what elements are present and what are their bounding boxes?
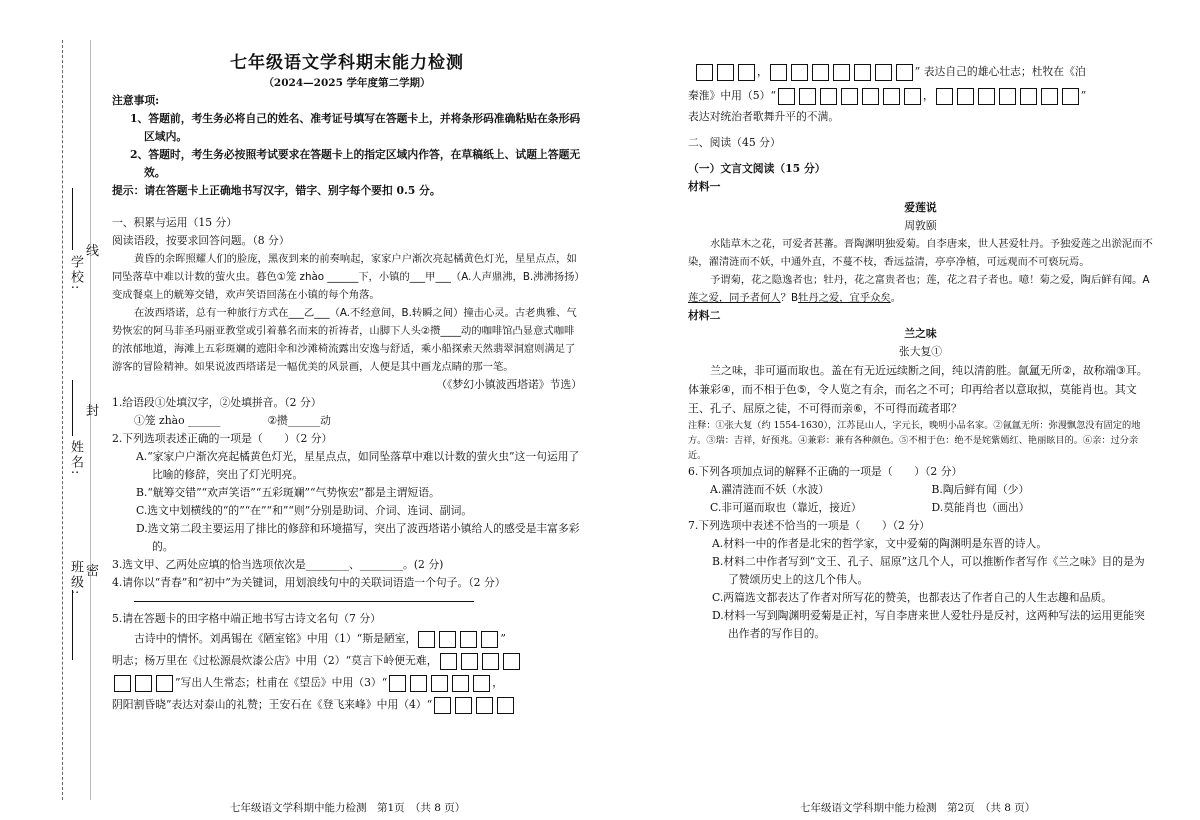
grid-box[interactable]	[503, 653, 520, 670]
grid-box[interactable]	[439, 631, 456, 648]
article-1-paragraph-1: 水陆草木之花，可爱者甚蕃。晋陶渊明独爱菊。自李唐来，世人甚爱牡丹。予独爱莲之出淤泥而不染，濯清涟而不妖，中通外直，不蔓不枝，香远益清，亭亭净植，可远观而不可亵玩焉。	[688, 238, 1153, 268]
grid-box[interactable]	[410, 675, 427, 692]
underlined-sentence-a: 莲之爱，同予者何人	[688, 292, 781, 304]
grid-box[interactable]	[820, 88, 837, 105]
grid-box[interactable]	[156, 675, 173, 692]
grid-box[interactable]	[978, 88, 995, 105]
grid-box[interactable]	[473, 675, 490, 692]
question-6-option-c: C.非可逼而取也（靠近，接近）	[710, 501, 862, 514]
question-5-text-2: 明志；杨万里在《过松源晨炊漆公店》中用（2）“莫言下岭便无难，	[112, 654, 438, 667]
grid-box[interactable]	[431, 675, 448, 692]
section-1-heading: 一、积累与运用（15 分）	[112, 216, 238, 229]
article-2-author: 张大复①	[898, 345, 943, 358]
question-5-line-3: ”写出人生常态；杜甫在《望岳》中用（3）“ ，	[112, 672, 582, 694]
question-7-option-b: B.材料二中作者写到“文王、孔子、屈原”这几个人，可以推断作者写作《兰之味》目的是为了赞颂历史上的这几个伟人。	[712, 555, 1145, 586]
binding-line-inner	[90, 40, 91, 800]
grid-box[interactable]	[1062, 88, 1079, 105]
exam-title: 七年级语文学科期末能力检测	[230, 53, 464, 73]
grid-box[interactable]	[434, 697, 451, 714]
question-5-line-1: 古诗中的情怀。刘禹锡在《陋室铭》中用（1）“斯是陋室， ”	[112, 628, 582, 650]
question-4-answer-line	[134, 592, 474, 602]
binding-seal2-word: 密	[86, 564, 100, 579]
grid-box[interactable]	[389, 675, 406, 692]
page-1-footer: 七年级语文学科期中能力检测 第1页 （共 8 页）	[230, 802, 466, 814]
page-2	[688, 60, 1153, 643]
article-2-title: 兰之味	[904, 327, 937, 340]
exam-subtitle: （2024—2025 学年度第二学期）	[263, 77, 431, 89]
material-1-label: 材料一	[688, 180, 721, 193]
grid-box[interactable]	[896, 64, 913, 81]
question-2-option-b: B.“觥筹交错”“欢声笑语”“五彩斑斓”“气势恢宏”都是主谓短语。	[136, 486, 440, 499]
grid-box[interactable]	[883, 88, 900, 105]
q5-continued-text-2: 秦淮》中用（5）“	[688, 89, 776, 102]
question-6-option-b: B.陶后鲜有闻（少）	[931, 483, 1030, 496]
passage-paragraph-2: 在波西塔诺，总有一种旅行方式在___乙___（A.不经意间，B.转瞬之间）撞击心灵。古老典雅、气势恢宏的阿马菲圣玛丽亚教堂或引着慕名而来的祈祷者，山脚下人头②攒____动的咖啡馆凸显意式咖啡的浓郁地道，海滩上五彩斑斓的遮阳伞和沙滩椅流露出安逸与舒适，乘小船探索天然翡翠洞窟则满足了游客的冒险精神。如果说波西塔诺是一幅优美的风景画，人便是其中画龙点睛的那一笔。	[112, 307, 577, 373]
q5-continued-text-1: ” 表达自己的雄心壮志；杜牧在《泊	[914, 65, 1086, 78]
question-1: 1.给语段①处填汉字，②处填拼音。（2 分）	[112, 396, 322, 409]
question-7-option-d: D.材料一写到陶渊明爱菊是正衬，写自李唐来世人爱牡丹是反衬，这两种写法的运用更能突出作者的写作目的。	[712, 609, 1145, 640]
section-2-heading: 二、阅读（45 分）	[688, 136, 781, 149]
question-7: 7.下列选项中表述不恰当的一项是（ ）（2 分）	[688, 519, 930, 532]
school-blank	[72, 188, 73, 250]
page-2-footer: 七年级语文学科期中能力检测 第2页 （共 8 页）	[800, 802, 1036, 814]
underlined-sentence-b: 牡丹之爱，宜乎众矣	[798, 292, 891, 304]
grid-box[interactable]	[418, 631, 435, 648]
grid-box[interactable]	[875, 64, 892, 81]
grid-box[interactable]	[833, 64, 850, 81]
grid-box[interactable]	[114, 675, 131, 692]
reading-intro: 阅读语段，按要求回答问题。（8 分）	[112, 234, 290, 247]
page-1	[112, 53, 582, 716]
question-2-option-a: A.“家家户户渐次亮起橘黄色灯光，星星点点，如同坠落草中难以计数的萤火虫”这一句运用了比喻的修辞，突出了灯光明亮。	[136, 450, 580, 481]
question-6-option-a: A.濯清涟而不妖（水波）	[710, 483, 830, 496]
grid-box[interactable]	[461, 653, 478, 670]
question-1-blank-a: ①笼 zhào ______	[134, 414, 221, 427]
question-6-options-row-2	[688, 499, 1153, 517]
grid-box[interactable]	[440, 653, 457, 670]
question-4: 4.请你以“青春”和“初中”为关键词，用划浪线句中的关联词语造一个句子。（2 分）	[112, 576, 506, 589]
binding-line	[62, 40, 63, 800]
name-label: 姓名:	[68, 440, 83, 477]
question-5: 5.请在答题卡的田字格中端正地书写古诗文名句（7 分）	[112, 612, 381, 625]
article-1-text: ？B	[780, 292, 799, 304]
q5-continued-line-1: ， ” 表达自己的雄心壮志；杜牧在《泊	[694, 60, 1153, 84]
grid-box[interactable]	[841, 88, 858, 105]
passage-paragraph-1: 黄昏的余晖照耀人们的脸庞，黑夜到来的前奏响起，家家户户渐次亮起橘黄色灯光，星星点点，如同坠落草中难以计数的萤火虫。暮色①笼 zhào ______下，小镇的___甲___（A.人声鼎沸，B.沸沸扬扬）变成餐桌上的觥筹交错，欢声笑语回荡在小镇的每个角落。	[112, 253, 580, 301]
question-5-text-3: ”写出人生常态；杜甫在《望岳》中用（3）“	[175, 676, 388, 689]
article-1-text: 予谓菊，花之隐逸者也；牡丹，花之富贵者也；莲，花之君子者也。噫！菊之爱，陶后鲜有闻。A	[710, 274, 1150, 286]
question-7-option-a: A.材料一中的作者是北宋的哲学家，文中爱菊的陶渊明是东晋的诗人。	[712, 537, 1048, 550]
grid-box[interactable]	[862, 88, 879, 105]
grid-box[interactable]	[497, 697, 514, 714]
grid-box[interactable]	[482, 653, 499, 670]
question-5-line-4	[112, 694, 582, 716]
grid-box[interactable]	[738, 64, 755, 81]
article-2-paragraph: 兰之味，非可逼而取也。盖在有无近远续断之间，纯以清韵胜。氤氲无所②，故称端③耳。体兼彩④，而不相于色⑤，令人览之有余，而名之不可；印再给者以意取拟，莫能肖也。其文王、孔子、屈原之徒，不可得而亲⑥，不可得而疏者耶？	[688, 364, 1148, 415]
q5-continued-text-3: 表达对统治者歌舞升平的不满。	[688, 110, 840, 123]
binding-seal-word: 封	[86, 404, 100, 419]
grid-box[interactable]	[957, 88, 974, 105]
q5-continued-line-2: 秦淮》中用（5）“ ， ”	[688, 84, 1153, 108]
article-1-title: 爱莲说	[904, 201, 937, 214]
grid-box[interactable]	[904, 88, 921, 105]
grid-box[interactable]	[999, 88, 1016, 105]
article-1-paragraph-2	[688, 271, 1153, 307]
grid-box[interactable]	[696, 64, 713, 81]
question-7-option-c: C.两篇选文都表达了作者对所写花的赞美，也都表达了作者自己的人生志趣和品质。	[712, 591, 1112, 604]
binding-line-word: 线	[86, 244, 100, 259]
grid-box[interactable]	[455, 697, 472, 714]
grid-box[interactable]	[778, 88, 795, 105]
grid-box[interactable]	[1020, 88, 1037, 105]
passage-source: （《梦幻小镇波西塔诺》节选）	[436, 378, 582, 391]
grid-box[interactable]	[770, 64, 787, 81]
grid-box[interactable]	[135, 675, 152, 692]
school-label: 学校:	[68, 255, 83, 292]
question-6: 6.下列各项加点词的解释不正确的一项是（ ）（2 分）	[688, 465, 963, 478]
notice-heading: 注意事项:	[112, 94, 160, 107]
tip-text: 提示：请在答题卡上正确地书写汉字，错字、别字每个要扣 0.5 分。	[112, 184, 441, 197]
class-label: 班级:	[68, 560, 83, 597]
notice-item-1: 1、答题前，考生务必将自己的姓名、准考证号填写在答题卡上，并将条形码准确粘贴在条形码区域内。	[130, 112, 581, 143]
question-6-option-d: D.莫能肖也（画出）	[931, 501, 1030, 514]
article-1-author: 周敦颐	[904, 219, 937, 232]
notice-item-2: 2、答题时，考生务必按照考试要求在答题卡上的指定区域内作答，在草稿纸上、试题上答题无效。	[130, 148, 581, 179]
grid-box[interactable]	[476, 697, 493, 714]
question-3: 3.选文甲、乙两处应填的恰当选项依次是________、________。(2 分)	[112, 558, 444, 571]
grid-box[interactable]	[854, 64, 871, 81]
question-1-blanks	[112, 412, 582, 430]
grid-box[interactable]	[799, 88, 816, 105]
grid-box[interactable]	[481, 631, 498, 648]
article-1-text: 。	[890, 292, 902, 304]
material-2-label: 材料二	[688, 309, 721, 322]
grid-box[interactable]	[1041, 88, 1058, 105]
grid-box[interactable]	[452, 675, 469, 692]
question-2-option-d: D.选文第二段主要运用了排比的修辞和环境描写，突出了波西塔诺小镇给人的感受是丰富多彩的。	[136, 522, 580, 553]
question-2-option-c: C.选文中划横线的“的”“在”“和”“则”分别是助词、介词、连词、副词。	[136, 504, 473, 517]
annotation-note: 注释：①张大复（约 1554-1630），江苏昆山人，字元长，晚明小品名家。②氤氲无所：弥漫飘忽没有固定的地方。③瑞：吉祥，好预兆。④兼彩：兼有各种颜色。⑤不相于色：绝不是姹紫嫣红、艳丽眩目的。⑥亲：过分亲近。	[688, 420, 1141, 461]
class-blank	[72, 590, 73, 660]
grid-box[interactable]	[717, 64, 734, 81]
question-5-line-2	[112, 650, 582, 672]
question-6-options-row-1	[688, 481, 1153, 499]
grid-box[interactable]	[460, 631, 477, 648]
question-5-text-1: 古诗中的情怀。刘禹锡在《陋室铭》中用（1）“斯是陋室，	[134, 632, 417, 645]
question-5-text-4: 阴阳割昏晓”表达对泰山的礼赞；王安石在《登飞来峰》中用（4）“	[112, 698, 433, 711]
name-blank	[72, 380, 73, 436]
grid-box[interactable]	[791, 64, 808, 81]
subsection-classical: （一）文言文阅读（15 分）	[688, 162, 826, 175]
question-2: 2.下列选项表述正确的一项是（ ）（2 分）	[112, 432, 333, 445]
grid-box[interactable]	[936, 88, 953, 105]
grid-box[interactable]	[812, 64, 829, 81]
question-1-blank-b: ②攒______动	[267, 414, 331, 427]
